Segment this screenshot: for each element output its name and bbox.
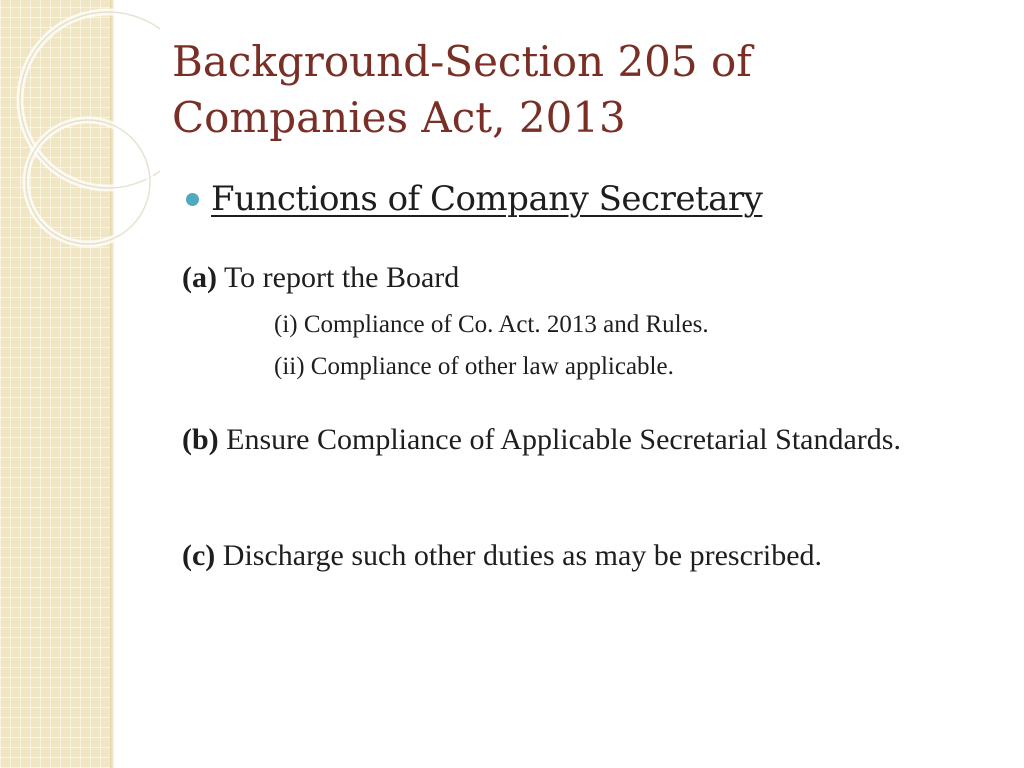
bullet-dot-icon: [186, 193, 199, 206]
item-a-label: (a): [182, 261, 217, 294]
item-c: [182, 536, 982, 576]
item-b: [182, 420, 942, 460]
bullet-heading-text: Functions of Company Secretary: [211, 179, 763, 219]
item-a-text: To report the Board: [223, 261, 460, 294]
item-b-text: Ensure Compliance of Applicable Secretarial Standards.: [226, 423, 901, 456]
item-c-label: (c): [182, 539, 216, 572]
item-b-label: (b): [182, 423, 219, 456]
item-a-sub-ii: (ii) Compliance of other law applicable.: [274, 353, 674, 380]
item-c-text: Discharge such other duties as may be prescribed.: [222, 539, 823, 572]
item-a: [182, 258, 982, 298]
bullet-heading: [186, 176, 762, 222]
decorative-rings-icon: [0, 0, 160, 300]
slide-title: Background-Section 205 of Companies Act, 2013: [172, 37, 752, 142]
item-a-sub-i: (i) Compliance of Co. Act. 2013 and Rules.: [274, 311, 709, 338]
